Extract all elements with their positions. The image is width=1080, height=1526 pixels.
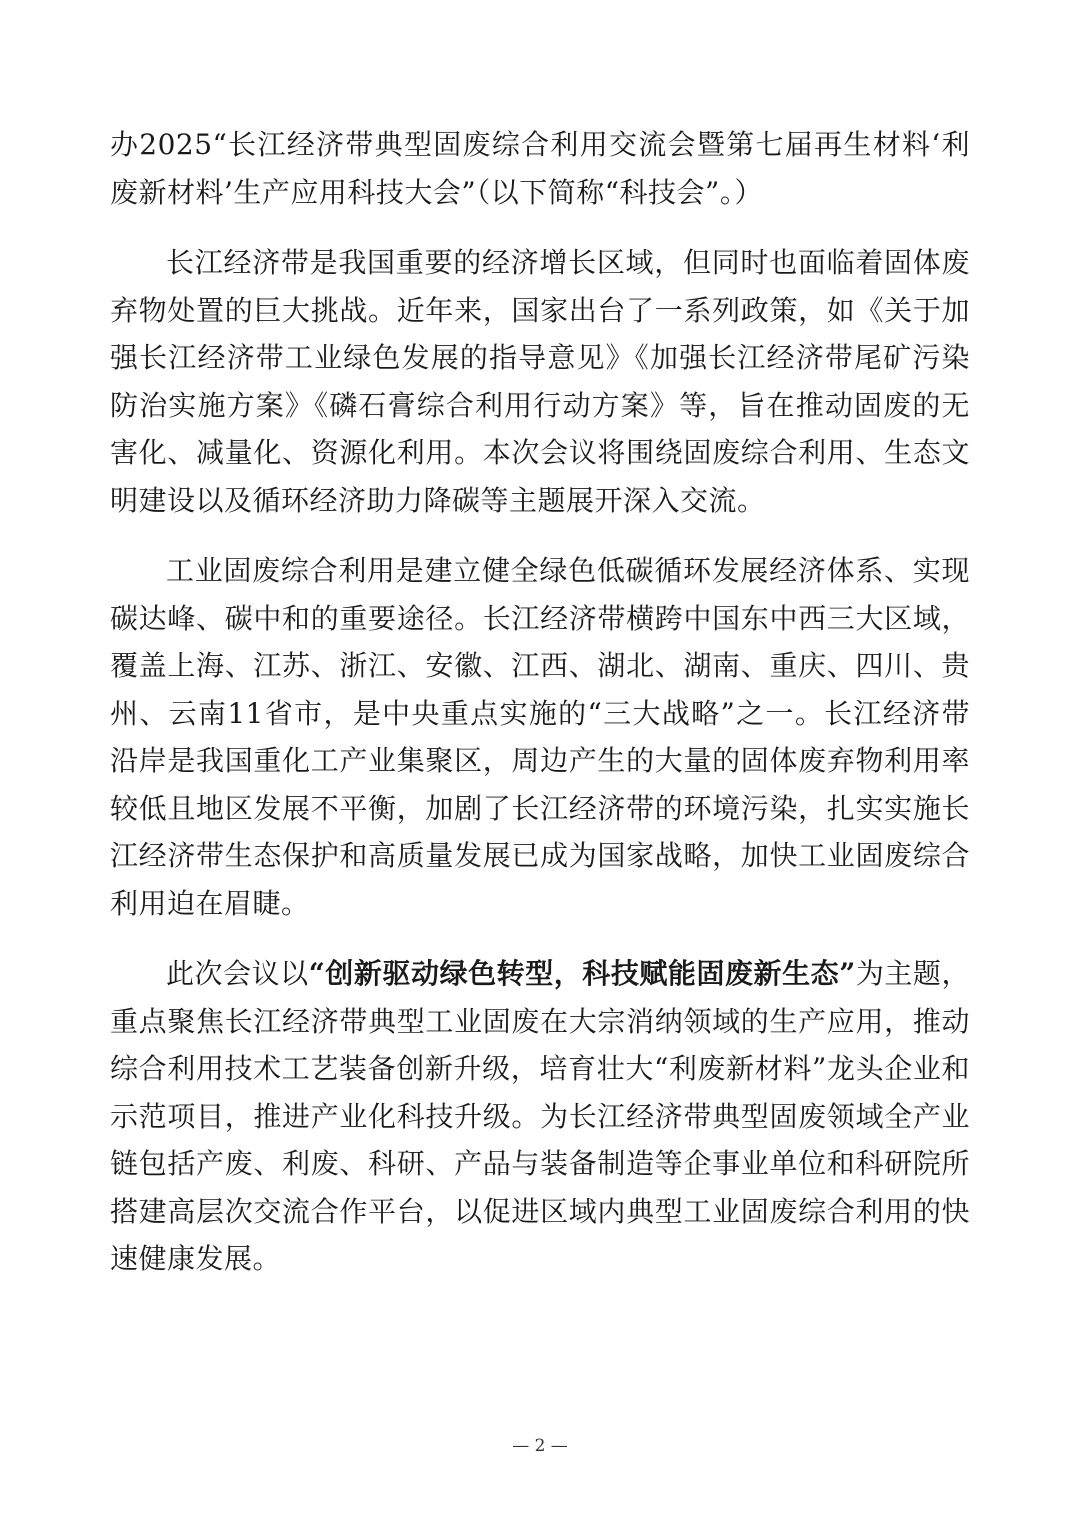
paragraph-continuation: 办2025“长江经济带典型固废综合利用交流会暨第七届再生材料‘利废新材料’生产应用科技大会”（以下简称“科技会”。） bbox=[110, 128, 970, 209]
paragraph-industrial-solid-waste: 工业固废综合利用是建立健全绿色低碳循环发展经济体系、实现碳达峰、碳中和的重要途径。长江经济带横跨中国东中西三大区域，覆盖上海、江苏、浙江、安徽、江西、湖北、湖南、重庆、四川、贵州、云南11省市，是中央重点实施的“三大战略”之一。长江经济带沿岸是我国重化工产业集聚区，周边产生的大量的固体废弃物利用率较低且地区发展不平衡，加剧了长江经济带的环境污染，扎实实施长江经济带生态保护和高质量发展已成为国家战略，加快工业固废综合利用迫在眉睫。 bbox=[110, 554, 970, 920]
paragraph-yangtze-challenge: 长江经济带是我国重要的经济增长区域，但同时也面临着固体废弃物处置的巨大挑战。近年来，国家出台了一系列政策，如《关于加强长江经济带工业绿色发展的指导意见》《加强长江经济带尾矿污染防治实施方案》《磷石膏综合利用行动方案》等，旨在推动固废的无害化、减量化、资源化利用。本次会议将围绕固废综合利用、生态文明建设以及循环经济助力降碳等主题展开深入交流。 bbox=[110, 246, 970, 517]
page-number: — 2 — bbox=[512, 1436, 568, 1456]
document-body bbox=[110, 121, 970, 1283]
paragraph-conference-theme bbox=[110, 950, 970, 1283]
theme-bold-text: “创新驱动绿色转型，科技赋能固废新生态” bbox=[308, 957, 856, 990]
theme-body-text: 为主题，重点聚焦长江经济带典型工业固废在大宗消纳领域的生产应用，推动综合利用技术工艺装备创新升级，培育壮大“利废新材料”龙头企业和示范项目，推进产业化科技升级。为长江经济带典型固废领域全产业链包括产废、利废、科研、产品与装备制造等企事业单位和科研院所搭建高层次交流合作平台，以促进区域内典型工业固废综合利用的快速健康发展。 bbox=[110, 957, 970, 1275]
theme-lead-text: 此次会议以 bbox=[166, 957, 309, 990]
